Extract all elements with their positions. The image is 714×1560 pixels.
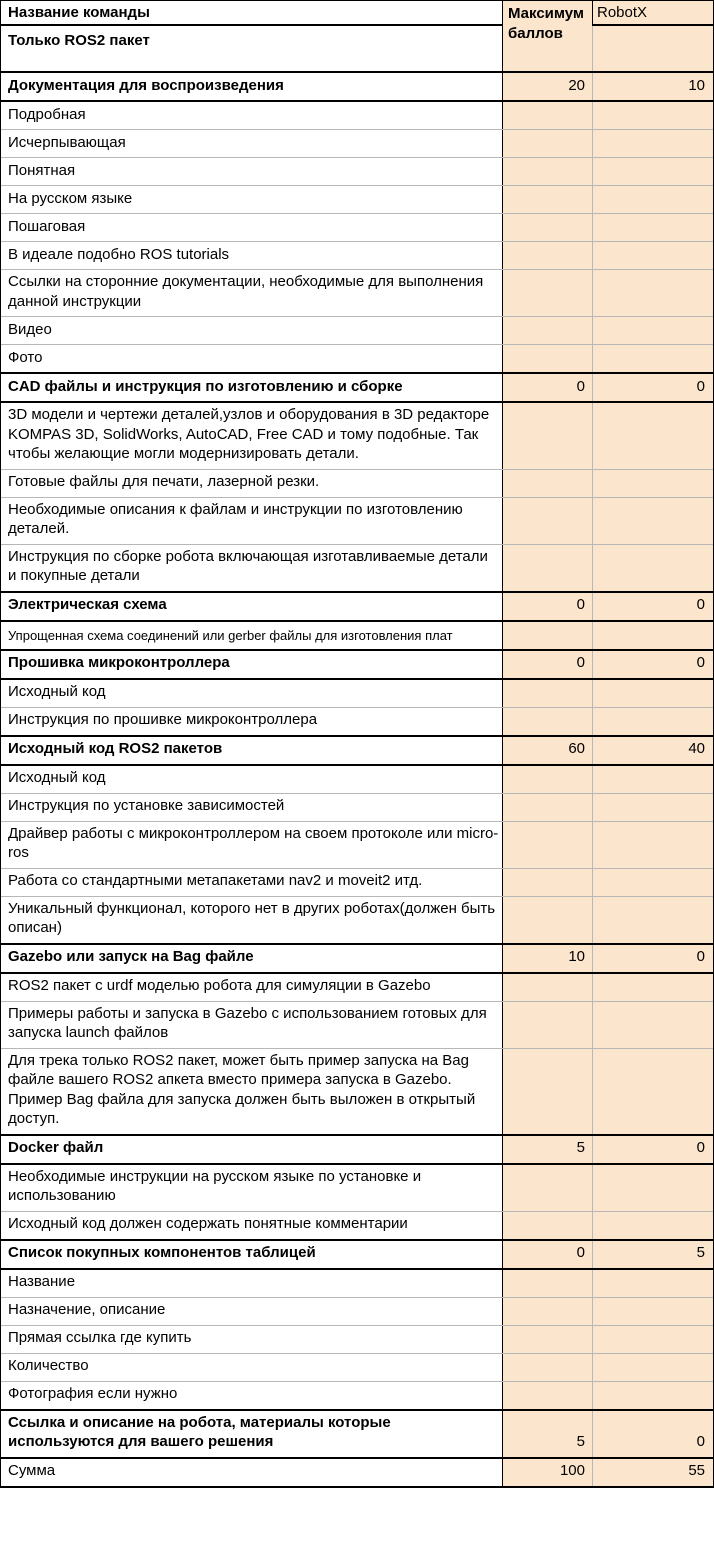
team-score-cell[interactable] (592, 1049, 713, 1134)
team-score-cell[interactable] (592, 1212, 713, 1239)
criterion-label-cell[interactable]: Исходный код ROS2 пакетов (8, 740, 223, 757)
section-row (1, 943, 713, 972)
criterion-label-cell[interactable]: Необходимые описания к файлам и инструкции по изготовлению деталей. (8, 500, 463, 537)
team-score-cell[interactable] (592, 1326, 713, 1353)
team-score-cell[interactable] (592, 214, 713, 241)
criteria-row (1, 213, 713, 241)
team-score-cell[interactable] (592, 102, 713, 129)
criterion-label-cell[interactable]: CAD файлы и инструкция по изготовлению и сборке (8, 377, 403, 395)
team-score-cell[interactable] (592, 1298, 713, 1325)
max-points-cell[interactable] (502, 822, 592, 868)
section-row (1, 71, 713, 100)
max-points-cell[interactable] (502, 545, 592, 591)
criterion-label-cell[interactable]: Понятная (8, 161, 76, 179)
criteria-row (1, 469, 713, 497)
team-name-header-cell[interactable]: Название команды (1, 1, 502, 26)
criteria-row (1, 269, 713, 316)
max-points-cell[interactable] (502, 897, 592, 943)
criterion-label-cell[interactable]: Документация для воспроизведения (8, 76, 284, 94)
criterion-label-cell[interactable]: Количество (8, 1357, 89, 1374)
criteria-row (1, 157, 713, 185)
criteria-row (1, 793, 713, 821)
criterion-label-cell[interactable]: Исчерпывающая (8, 133, 126, 151)
max-points-cell[interactable] (502, 317, 592, 344)
criteria-row (1, 1268, 713, 1297)
criterion-label-cell[interactable]: Ссылка и описание на робота, материалы которые используются для вашего решения (8, 1413, 391, 1450)
team-score-cell[interactable] (592, 270, 713, 316)
criteria-row (1, 1325, 713, 1353)
team-score-cell[interactable] (592, 403, 713, 469)
max-points-cell[interactable] (502, 130, 592, 157)
criterion-label-cell[interactable]: Сумма (8, 1462, 56, 1479)
track-header-cell[interactable]: Только ROS2 пакет (8, 32, 150, 49)
team-score-cell[interactable] (592, 897, 713, 943)
criteria-row (1, 896, 713, 943)
team-score-cell[interactable]: 5 (592, 1241, 713, 1268)
criterion-label-cell[interactable]: Пошаговая (8, 217, 86, 235)
max-points-cell[interactable] (502, 470, 592, 497)
max-points-cell[interactable] (502, 794, 592, 821)
criterion-label-cell[interactable]: Драйвер работы с микроконтроллером на своем протоколе или micro-ros (8, 824, 499, 861)
criteria-row (1, 678, 713, 707)
criterion-label-cell[interactable]: Работа со стандартными метапакетами nav2 и moveit2 итд. (8, 872, 423, 889)
max-points-cell[interactable] (502, 1049, 592, 1134)
max-points-cell[interactable] (502, 1270, 592, 1297)
max-points-cell[interactable] (502, 1354, 592, 1381)
criterion-label-cell[interactable]: В идеале подобно ROS tutorials (8, 245, 230, 263)
criteria-row (1, 316, 713, 344)
max-points-cell[interactable]: 20 (502, 73, 592, 100)
max-points-cell[interactable] (502, 1002, 592, 1048)
max-points-cell[interactable] (502, 1382, 592, 1409)
section-row (1, 591, 713, 620)
section-row (1, 649, 713, 678)
criteria-row (1, 1353, 713, 1381)
header-first-column (1, 1, 502, 71)
max-points-cell[interactable] (502, 1298, 592, 1325)
team-score-cell[interactable]: 0 (592, 945, 713, 972)
criteria-row (1, 620, 713, 649)
max-points-cell[interactable] (502, 214, 592, 241)
team-score-cell[interactable]: 0 (592, 1411, 713, 1457)
max-points-header-cell[interactable]: Максимум баллов (502, 1, 592, 71)
criteria-row (1, 241, 713, 269)
team-score-cell[interactable] (592, 345, 713, 372)
criteria-row (1, 972, 713, 1001)
team-score-cell[interactable] (592, 545, 713, 591)
max-points-cell[interactable] (502, 622, 592, 649)
team-score-cell[interactable] (592, 1354, 713, 1381)
team-score-cell[interactable] (592, 766, 713, 793)
team-score-cell[interactable]: 40 (592, 737, 713, 764)
criteria-row (1, 1001, 713, 1048)
criterion-label-cell[interactable]: Упрощенная схема соединений или gerber файлы для изготовления плат (8, 627, 453, 643)
max-points-cell[interactable]: 0 (502, 593, 592, 620)
max-points-cell[interactable]: 60 (502, 737, 592, 764)
criterion-label-cell[interactable]: Необходимые инструкции на русском языке по установке и использованию (8, 1167, 422, 1204)
team-score-cell[interactable] (592, 317, 713, 344)
criterion-label-cell[interactable]: Docker файл (8, 1139, 104, 1156)
max-points-cell[interactable] (502, 1165, 592, 1211)
max-points-cell[interactable] (502, 403, 592, 469)
team-score-cell[interactable] (592, 186, 713, 213)
team-score-cell[interactable] (592, 470, 713, 497)
criteria-row (1, 344, 713, 372)
team-score-cell[interactable] (592, 822, 713, 868)
criterion-label-cell[interactable]: Ссылки на сторонние документации, необходимые для выполнения данной инструкции (8, 273, 484, 310)
criterion-label-cell[interactable]: Для трека только ROS2 пакет, может быть пример запуска на Bag файле вашего ROS2 апкета вместо примера запуска в Gazebo. Пример Bag файла для запуска должен быть выложен в открытый доступ. (8, 1051, 476, 1127)
criteria-row (1, 1163, 713, 1211)
max-points-cell[interactable] (502, 270, 592, 316)
max-points-cell[interactable]: 5 (502, 1411, 592, 1457)
max-points-cell[interactable] (502, 186, 592, 213)
max-points-cell[interactable]: 5 (502, 1136, 592, 1163)
team-score-cell[interactable]: 0 (592, 651, 713, 678)
criterion-label-cell[interactable]: Фото (8, 348, 43, 366)
team-score-cell[interactable]: 0 (592, 374, 713, 401)
team-score-cell[interactable] (592, 1165, 713, 1211)
criteria-row (1, 868, 713, 896)
criteria-row (1, 1381, 713, 1409)
criterion-label-cell[interactable]: Исходный код (8, 683, 106, 700)
section-row (1, 1239, 713, 1268)
criterion-label-cell[interactable]: Инструкция по сборке робота включающая изготавливаемые детали и покупные детали (8, 547, 488, 584)
criteria-row (1, 821, 713, 868)
criteria-row (1, 1297, 713, 1325)
criterion-label-cell[interactable]: Подробная (8, 105, 86, 123)
team-score-cell[interactable] (592, 794, 713, 821)
team-score-cell[interactable] (592, 1382, 713, 1409)
max-points-cell[interactable]: 100 (502, 1459, 592, 1486)
team-score-cell[interactable] (592, 1002, 713, 1048)
criteria-row (1, 544, 713, 591)
team-score-cell[interactable]: 10 (592, 73, 713, 100)
criteria-row (1, 497, 713, 544)
criteria-row (1, 1048, 713, 1134)
criterion-label-cell[interactable]: Gazebo или запуск на Bag файле (8, 948, 254, 965)
table-header (1, 1, 713, 71)
max-points-cell[interactable]: 0 (502, 651, 592, 678)
criterion-label-cell[interactable]: Прошивка микроконтроллера (8, 654, 230, 671)
criterion-label-cell[interactable]: Уникальный функционал, которого нет в других роботах(должен быть описан) (8, 899, 496, 936)
max-points-cell[interactable] (502, 974, 592, 1001)
criterion-label-cell[interactable]: Название (8, 1273, 76, 1290)
header-spacer-cell[interactable] (592, 26, 713, 71)
team-score-cell[interactable]: 0 (592, 593, 713, 620)
criteria-row (1, 707, 713, 735)
criterion-label-cell[interactable]: Прямая ссылка где купить (8, 1329, 192, 1346)
team-score-cell[interactable] (592, 869, 713, 896)
max-points-cell[interactable] (502, 766, 592, 793)
team-score-cell[interactable]: 55 (592, 1459, 713, 1486)
criterion-label-cell[interactable]: Исходный код должен содержать понятные комментарии (8, 1215, 408, 1232)
criterion-label-cell[interactable]: Список покупных компонентов таблицей (8, 1244, 316, 1261)
section-row (1, 1409, 713, 1457)
section-row (1, 372, 713, 401)
criterion-label-cell[interactable]: Фотография если нужно (8, 1385, 178, 1402)
team-score-cell[interactable] (592, 622, 713, 649)
team-score-cell[interactable] (592, 974, 713, 1001)
max-points-cell[interactable] (502, 708, 592, 735)
criterion-label-cell[interactable]: Исходный код (8, 769, 106, 786)
criteria-row (1, 764, 713, 793)
criteria-row (1, 401, 713, 469)
section-row (1, 1134, 713, 1163)
sum-row (1, 1457, 713, 1486)
max-points-cell[interactable] (502, 869, 592, 896)
max-points-cell[interactable]: 10 (502, 945, 592, 972)
max-points-cell[interactable]: 0 (502, 1241, 592, 1268)
criterion-label-cell[interactable]: Готовые файлы для печати, лазерной резки. (8, 473, 320, 490)
team-score-cell[interactable]: 0 (592, 1136, 713, 1163)
criterion-label-cell[interactable]: Инструкция по прошивке микроконтроллера (8, 711, 318, 728)
criterion-label-cell[interactable]: Инструкция по установке зависимостей (8, 797, 285, 814)
criterion-label-cell[interactable]: Примеры работы и запуска в Gazebo с использованием готовых для запуска launch файлов (8, 1004, 487, 1041)
team-score-cell[interactable] (592, 708, 713, 735)
max-points-cell[interactable] (502, 1212, 592, 1239)
criterion-label-cell[interactable]: Видео (8, 320, 52, 338)
criterion-label-cell[interactable]: Назначение, описание (8, 1301, 166, 1318)
team-score-cell[interactable] (592, 242, 713, 269)
team-score-cell[interactable] (592, 1270, 713, 1297)
team-score-cell[interactable] (592, 158, 713, 185)
max-points-cell[interactable] (502, 345, 592, 372)
max-points-cell[interactable] (502, 680, 592, 707)
max-points-cell[interactable] (502, 242, 592, 269)
criterion-label-cell[interactable]: Электрическая схема (8, 596, 167, 613)
criteria-row (1, 185, 713, 213)
team-column-header-cell[interactable]: RobotX (592, 1, 713, 26)
max-points-cell[interactable] (502, 498, 592, 544)
section-row (1, 735, 713, 764)
team-score-cell[interactable] (592, 680, 713, 707)
criterion-label-cell[interactable]: 3D модели и чертежи деталей,узлов и оборудования в 3D редакторе KOMPAS 3D, SolidWorks, AutoCAD, Free CAD и тому подобные. Так чтобы желающие могли модернизировать детали. (8, 406, 490, 462)
criteria-row (1, 129, 713, 157)
criterion-label-cell[interactable]: ROS2 пакет с urdf моделью робота для симуляции в Gazebo (8, 977, 431, 994)
table-body (1, 71, 713, 1486)
criterion-label-cell[interactable]: На русском языке (8, 189, 133, 207)
max-points-cell[interactable]: 0 (502, 374, 592, 401)
max-points-cell[interactable] (502, 1326, 592, 1353)
team-score-cell[interactable] (592, 498, 713, 544)
header-team-column (592, 1, 713, 71)
team-score-cell[interactable] (592, 130, 713, 157)
max-points-cell[interactable] (502, 158, 592, 185)
max-points-cell[interactable] (502, 102, 592, 129)
criteria-row (1, 1211, 713, 1239)
criteria-row (1, 100, 713, 129)
